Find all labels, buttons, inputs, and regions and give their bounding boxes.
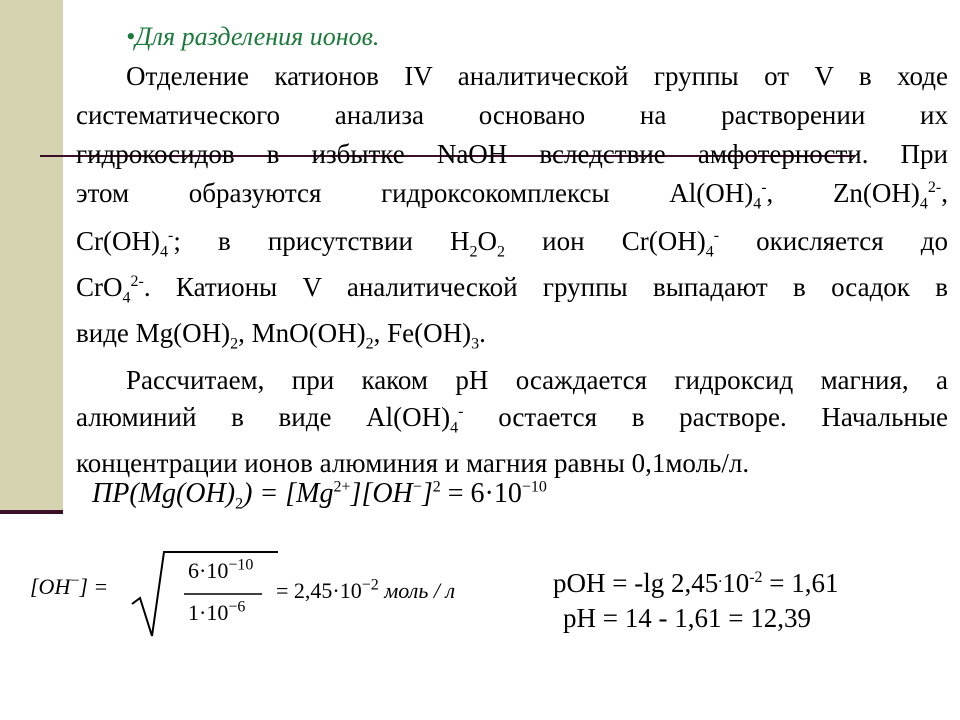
text-line-8: Рассчитаем, при каком pH осаждается гидроксид магния, а: [126, 365, 948, 395]
text-line-1: Отделение катионов IV аналитической группы от V в ходе: [126, 61, 948, 91]
text-line-4: этом образуются гидроксокомплексы $Al(OH)_4^-$, $Zn(OH)_4^{2-}$,: [76, 178, 948, 213]
text-line-9: алюминий в виде $Al(OH)_4^-$ остается в растворе. Начальные: [76, 402, 948, 437]
text-line-5: $Cr(OH)_4^-$; в присутствии $H_2O_2$ ион $Cr(OH)_4^-$ окисляется до: [76, 226, 948, 261]
side-accent-bar: [0, 0, 63, 512]
text-line-2: систематического анализа основано на растворении их: [76, 100, 948, 130]
text-line-6: CrO$_4^{2-}$. Катионы V аналитической группы выпадают в осадок в: [76, 272, 948, 307]
eq2-numerator: $6\cdot 10^{-10}$: [188, 556, 254, 583]
poh-calculation: pOH = -lg $2,45^.10^{-2} = 1,61$: [553, 568, 839, 598]
eq2-denominator: $1\cdot 10^{-6}$: [188, 598, 246, 625]
bullet-heading: •Для разделения ионов.: [126, 22, 380, 51]
eq2-lhs: [OH−] =: [30, 572, 109, 599]
solubility-product-equation: $ПР(Mg(OH)_2) = [Mg^{2+}][OH^-]^2 = 6\cdot 10^{-10}$: [92, 478, 547, 513]
text-line-7: виде $Mg(OH)_2$, $MnO(OH)_2$, $Fe(OH)_3$.: [76, 318, 486, 353]
text-line-10: концентрации ионов алюминия и магния равны 0,1моль/л.: [76, 448, 750, 478]
eq2-result: = $2,45\cdot 10^{-2}$ моль / л: [276, 576, 456, 603]
side-accent-line: [0, 510, 63, 514]
hydroxide-concentration-equation: [30, 548, 490, 638]
ph-calculation: pH = 14 - 1,61 = 12,39: [563, 603, 811, 633]
text-line-3: гидрокосидов в избытке NaOH вследствие амфотерности. При: [76, 139, 948, 169]
